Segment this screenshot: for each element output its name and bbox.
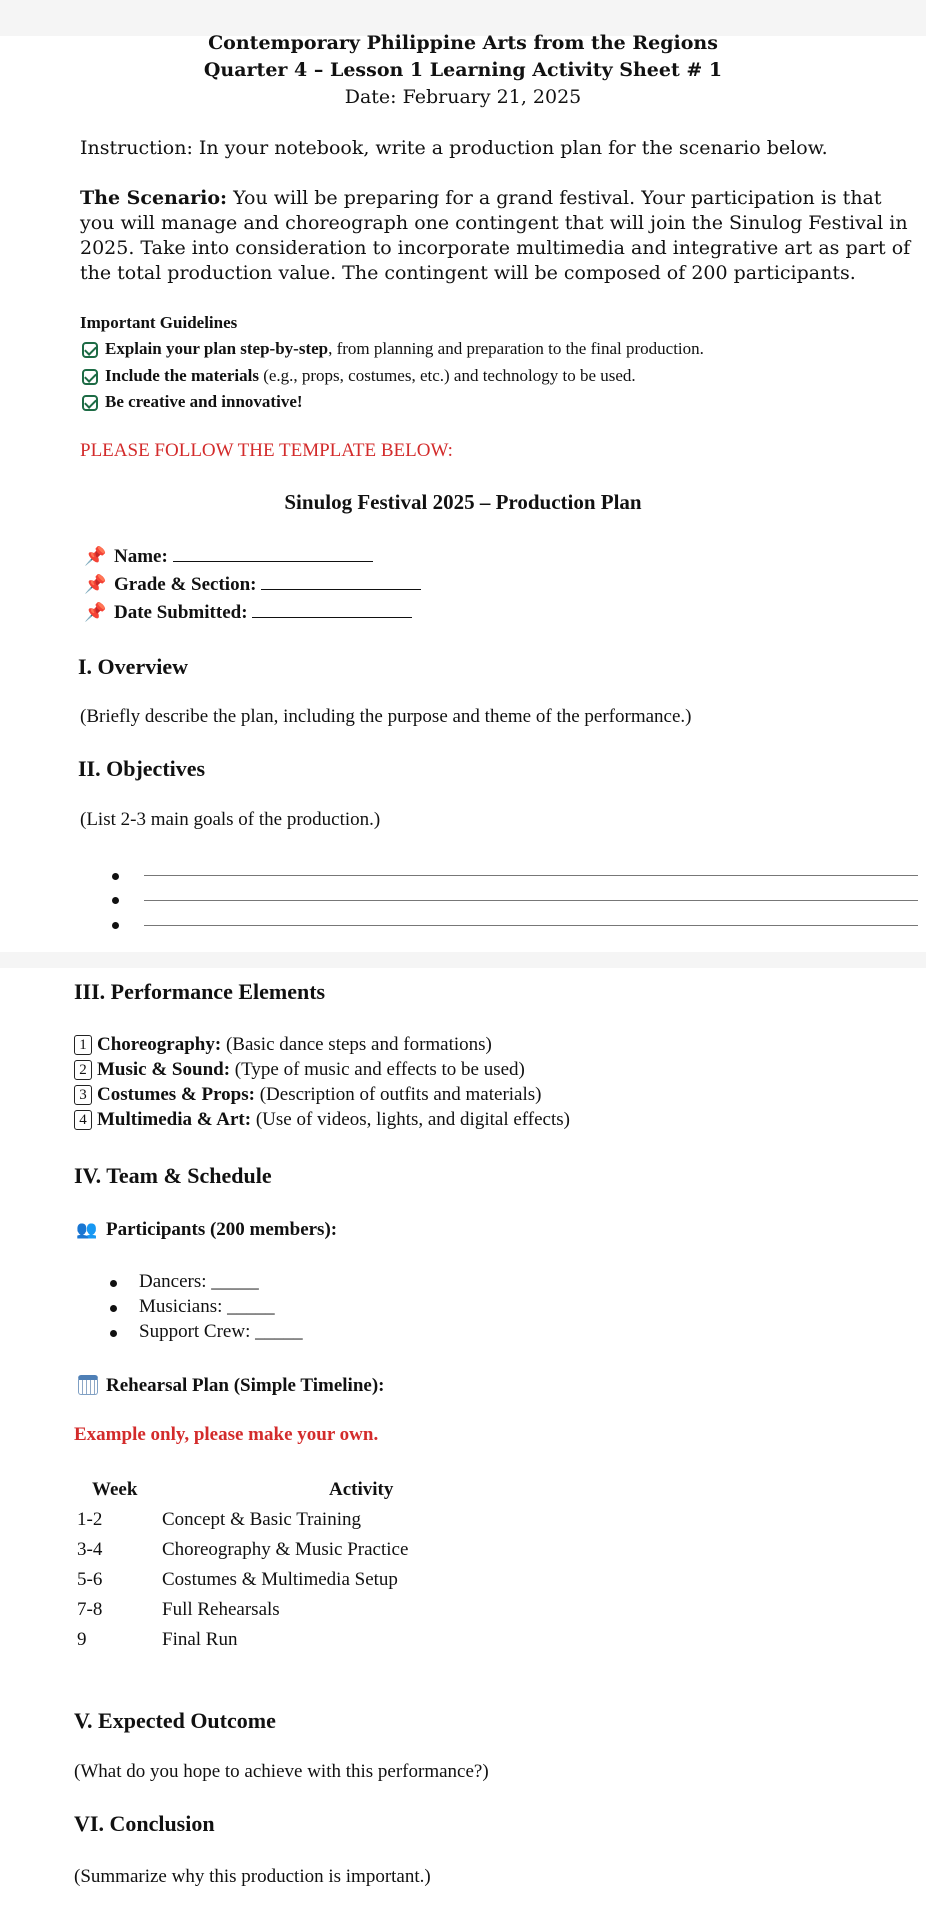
- participants-text: Participants (200 members):: [106, 1219, 338, 1240]
- rehearsal-text: Rehearsal Plan (Simple Timeline):: [106, 1375, 385, 1396]
- plan-title: Sinulog Festival 2025 – Production Plan: [284, 490, 642, 514]
- objective-bullet: [112, 922, 119, 929]
- performance-item: [74, 1034, 492, 1056]
- scenario-text: You will be preparing for a grand festival. Your participation is that you will manage and choreograph one contingent that will join the Sinulog Festival in 2025. Take into consideration to incorporate multimedia and integrative art as part of the total production value. The contingent will be composed of 200 participants.: [80, 187, 911, 284]
- calendar-icon: [78, 1375, 98, 1395]
- date-submitted-blank: [252, 615, 412, 618]
- table-header-week: Week: [92, 1479, 138, 1500]
- participants-label: [76, 1219, 337, 1241]
- table-header-activity: Activity: [329, 1479, 394, 1500]
- pushpin-icon: 📌: [84, 546, 107, 566]
- objectives-text: (List 2-3 main goals of the production.): [80, 809, 381, 830]
- table-cell-activity: Costumes & Multimedia Setup: [162, 1569, 398, 1590]
- number-three-icon: 3: [74, 1085, 92, 1105]
- guideline-bold: Include the materials: [105, 366, 259, 385]
- table-cell-week: 5-6: [77, 1569, 103, 1590]
- document-date: Date: February 21, 2025: [344, 86, 582, 108]
- performance-item: [74, 1109, 570, 1131]
- guideline-text: , from planning and preparation to the final production.: [328, 339, 704, 358]
- grade-section-blank: [261, 587, 421, 590]
- grade-section-field: [84, 574, 421, 596]
- overview-heading: I. Overview: [78, 654, 188, 679]
- role-bullet: [110, 1330, 117, 1337]
- objective-bullet: [112, 897, 119, 904]
- grade-section-label: Grade & Section:: [114, 574, 257, 595]
- role-bullet: [110, 1280, 117, 1287]
- objective-bullet: [112, 873, 119, 880]
- document-title: Contemporary Philippine Arts from the Regions: [208, 32, 718, 54]
- table-cell-week: 1-2: [77, 1509, 103, 1530]
- check-box-icon: [82, 342, 98, 358]
- guidelines-title: Important Guidelines: [80, 313, 238, 332]
- guideline-bold: Explain your plan step-by-step: [105, 339, 329, 358]
- document-subtitle: Quarter 4 – Lesson 1 Learning Activity Sheet # 1: [203, 59, 723, 81]
- rehearsal-label: [78, 1375, 384, 1397]
- performance-item-text: (Description of outfits and materials): [254, 1084, 542, 1105]
- performance-heading: III. Performance Elements: [74, 979, 326, 1004]
- check-box-icon: [82, 369, 98, 385]
- table-cell-week: 3-4: [77, 1539, 103, 1560]
- team-heading: IV. Team & Schedule: [74, 1163, 272, 1188]
- table-cell-week: 7-8: [77, 1599, 103, 1620]
- guideline-bold: Be creative and innovative!: [105, 392, 303, 411]
- conclusion-heading: VI. Conclusion: [74, 1811, 215, 1836]
- role-musicians: Musicians: _____: [139, 1296, 275, 1317]
- table-cell-activity: Final Run: [162, 1629, 238, 1650]
- scenario-label: The Scenario:: [80, 187, 228, 209]
- outcome-text: (What do you hope to achieve with this performance?): [74, 1761, 489, 1782]
- pushpin-icon: 📌: [84, 602, 107, 622]
- role-bullet: [110, 1305, 117, 1312]
- outcome-heading: V. Expected Outcome: [74, 1708, 276, 1733]
- number-one-icon: 1: [74, 1035, 92, 1055]
- conclusion-text: (Summarize why this production is important.): [74, 1866, 431, 1887]
- guideline-item: [82, 392, 303, 412]
- number-four-icon: 4: [74, 1110, 92, 1130]
- performance-item: [74, 1084, 542, 1106]
- performance-item-title: Multimedia & Art:: [97, 1109, 252, 1130]
- role-dancers: Dancers: _____: [139, 1271, 259, 1292]
- example-note: Example only, please make your own.: [74, 1424, 379, 1445]
- performance-item-title: Music & Sound:: [97, 1059, 231, 1080]
- objective-line: [144, 875, 918, 876]
- guideline-item: [82, 366, 636, 386]
- performance-item-title: Costumes & Props:: [97, 1084, 255, 1105]
- date-submitted-field: [84, 602, 412, 624]
- role-support-crew: Support Crew: _____: [139, 1321, 303, 1342]
- people-icon: 👥: [76, 1220, 98, 1239]
- guideline-text: (e.g., props, costumes, etc.) and technology to be used.: [258, 366, 636, 385]
- number-two-icon: 2: [74, 1060, 92, 1080]
- performance-item-text: (Use of videos, lights, and digital effects): [251, 1109, 570, 1130]
- template-notice: PLEASE FOLLOW THE TEMPLATE BELOW:: [80, 440, 453, 461]
- instruction-text: Instruction: In your notebook, write a production plan for the scenario below.: [80, 137, 828, 159]
- objective-line: [144, 925, 918, 926]
- table-cell-activity: Choreography & Music Practice: [162, 1539, 409, 1560]
- performance-item: [74, 1059, 525, 1081]
- performance-item-text: (Basic dance steps and formations): [221, 1034, 492, 1055]
- date-submitted-label: Date Submitted:: [114, 602, 248, 623]
- performance-item-title: Choreography:: [97, 1034, 222, 1055]
- guideline-item: [82, 339, 704, 359]
- name-blank: [173, 559, 373, 562]
- table-cell-activity: Concept & Basic Training: [162, 1509, 361, 1530]
- name-label: Name:: [114, 546, 168, 567]
- pushpin-icon: 📌: [84, 574, 107, 594]
- overview-text: (Briefly describe the plan, including the purpose and theme of the performance.): [80, 706, 692, 727]
- scenario-paragraph: [80, 186, 920, 286]
- table-cell-week: 9: [77, 1629, 87, 1650]
- name-field: [84, 546, 373, 568]
- objectives-heading: II. Objectives: [78, 756, 206, 781]
- table-cell-activity: Full Rehearsals: [162, 1599, 280, 1620]
- objective-line: [144, 900, 918, 901]
- performance-item-text: (Type of music and effects to be used): [230, 1059, 525, 1080]
- check-box-icon: [82, 395, 98, 411]
